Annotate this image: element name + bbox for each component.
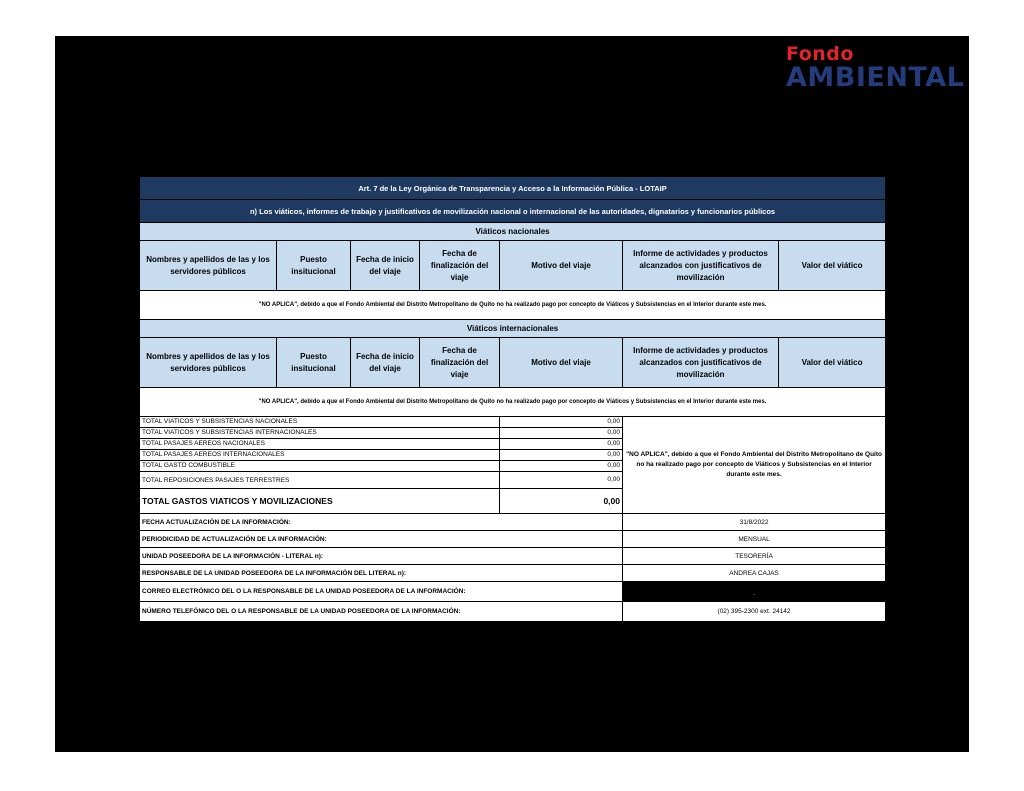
column-header: Fecha de inicio del viaje [351, 338, 420, 388]
unidad-label: UNIDAD POSEEDORA DE LA INFORMACIÓN - LITERAL n): [140, 548, 623, 565]
telefono-value: (02) 395-2300 ext. 24142 [623, 602, 886, 622]
nacionales-column-headers [140, 241, 886, 291]
info-row [140, 565, 886, 582]
column-header: Puesto insitucional [277, 241, 351, 291]
column-header: Nombres y apellidos de las y los servidores públicos [140, 338, 277, 388]
table-subtitle: n) Los viáticos, informes de trabajo y justificativos de movilización nacional o internacional de las autoridades, dignatarios y funcionarios públicos [140, 200, 886, 223]
column-header: Valor del viático [779, 241, 886, 291]
total-label: TOTAL GASTO COMBUSTIBLE [140, 461, 500, 472]
total-label: TOTAL VIATICOS Y SUBSISTENCIAS INTERNACIONALES [140, 428, 500, 439]
total-value: 0,00 [500, 461, 623, 472]
column-header: Informe de actividades y productos alcanzados con justificativos de movilización [623, 241, 779, 291]
column-header: Fecha de inicio del viaje [351, 241, 420, 291]
nacionales-note: "NO APLICA", debido a que el Fondo Ambiental del Distrito Metropolitano de Quito no ha realizado pago por concepto de Viáticos y Subsistencias en el Interior durante este mes. [140, 291, 886, 320]
column-header: Nombres y apellidos de las y los servidores públicos [140, 241, 277, 291]
viaticos-table [139, 176, 886, 622]
responsable-label: RESPONSABLE DE LA UNIDAD POSEEDORA DE LA INFORMACIÓN DEL LITERAL n): [140, 565, 623, 582]
info-row [140, 582, 886, 602]
periodicidad-label: PERIODICIDAD DE ACTUALIZACIÓN DE LA INFORMACIÓN: [140, 531, 623, 548]
section-internacionales-title: Viáticos internacionales [140, 320, 886, 338]
column-header: Fecha de finalización del viaje [420, 241, 500, 291]
periodicidad-value: MENSUAL [623, 531, 886, 548]
total-label: TOTAL PASAJES AEREOS INTERNACIONALES [140, 450, 500, 461]
total-label: TOTAL REPOSICIONES PASAJES TERRESTRES [140, 472, 500, 489]
table-title: Art. 7 de la Ley Orgánica de Transparencia y Acceso a la Información Pública - LOTAIP [140, 177, 886, 200]
column-header: Informe de actividades y productos alcanzados con justificativos de movilización [623, 338, 779, 388]
info-row [140, 548, 886, 565]
total-value: 0,00 [500, 428, 623, 439]
fondo-ambiental-logo [786, 44, 966, 96]
internacionales-column-headers [140, 338, 886, 388]
info-row [140, 602, 886, 622]
total-value: 0,00 [500, 472, 623, 489]
total-value: 0,00 [500, 417, 623, 428]
column-header: Motivo del viaje [500, 338, 623, 388]
section-nacionales-title: Viáticos nacionales [140, 223, 886, 241]
total-label: TOTAL PASAJES AEREOS NACIONALES [140, 439, 500, 450]
total-value: 0,00 [500, 450, 623, 461]
fecha-value: 31/8/2022 [623, 514, 886, 531]
fecha-label: FECHA ACTUALIZACIÓN DE LA INFORMACIÓN: [140, 514, 623, 531]
column-header: Motivo del viaje [500, 241, 623, 291]
logo-line2: AMBIENTAL [786, 62, 965, 93]
unidad-value: TESORERÍA [623, 548, 886, 565]
total-value: 0,00 [500, 439, 623, 450]
total-label: TOTAL VIATICOS Y SUBSISTENCIAS NACIONALES [140, 417, 500, 428]
grand-total-value: 0,00 [500, 489, 623, 514]
correo-link[interactable] [753, 589, 754, 595]
grand-total-label: TOTAL GASTOS VIATICOS Y MOVILIZACIONES [140, 489, 500, 514]
totals-note: "NO APLICA", debido a que el Fondo Ambiental del Distrito Metropolitano de Quito no ha realizado pago por concepto de Viáticos y Subsistencias en el Interior durante este mes. [623, 417, 886, 514]
responsable-value: ANDREA CAJAS [623, 565, 886, 582]
correo-value[interactable] [623, 582, 886, 602]
column-header: Valor del viático [779, 338, 886, 388]
internacionales-note: "NO APLICA", debido a que el Fondo Ambiental del Distrito Metropolitano de Quito no ha realizado pago por concepto de Viáticos y Subsistencias en el Interior durante este mes. [140, 388, 886, 417]
info-row [140, 514, 886, 531]
correo-label: CORREO ELECTRÓNICO DEL O LA RESPONSABLE DE LA UNIDAD POSEEDORA DE LA INFORMACIÓN: [140, 582, 623, 602]
info-row [140, 531, 886, 548]
logo-line1: Fondo [786, 43, 854, 65]
total-row [140, 417, 886, 428]
column-header: Puesto insitucional [277, 338, 351, 388]
column-header: Fecha de finalización del viaje [420, 338, 500, 388]
telefono-label: NÚMERO TELEFÓNICO DEL O LA RESPONSABLE DE LA UNIDAD POSEEDORA DE LA INFORMACIÓN: [140, 602, 623, 622]
